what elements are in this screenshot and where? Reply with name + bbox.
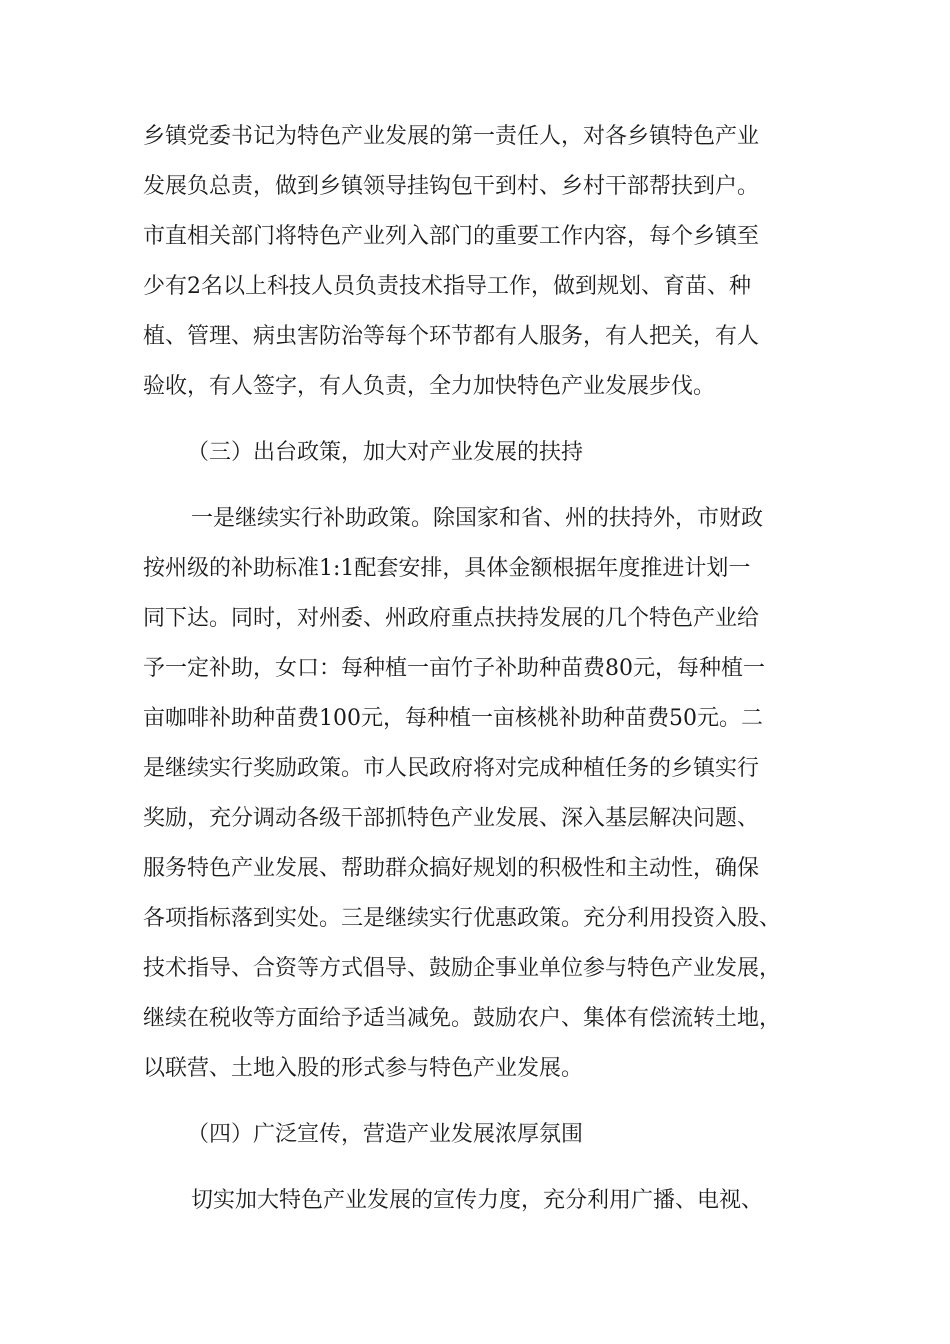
text-line: 是继续实行奖励政策。市人民政府将对完成种植任务的乡镇实行 xyxy=(143,756,760,781)
paragraph-gap xyxy=(143,1094,823,1110)
text-line: 乡镇党委书记为特色产业发展的第一责任人，对各乡镇特色产业 xyxy=(143,124,760,149)
text-line: 发展负总责，做到乡镇领导挂钩包干到村、乡村干部帮扶到户。 xyxy=(143,174,760,199)
text-line: 市直相关部门将特色产业列入部门的重要工作内容，每个乡镇至 xyxy=(143,224,760,249)
text-line: 以联营、土地入股的形式参与特色产业发展。 xyxy=(143,1056,584,1081)
text-line: 各项指标落到实处。三是继续实行优惠政策。充分利用投资入股、 xyxy=(143,906,782,931)
text-line: 植、管理、病虫害防治等每个环节都有人服务，有人把关，有人 xyxy=(143,324,760,349)
text-line: 同下达。同时，对州委、州政府重点扶持发展的几个特色产业给 xyxy=(143,606,760,631)
paragraph-gap xyxy=(143,412,823,428)
section-heading-publicity: （四）广泛宣传，营造产业发展浓厚氛围 xyxy=(187,1122,584,1147)
paragraph-gap xyxy=(143,1160,823,1176)
text-line: 切实加大特色产业发展的宣传力度，充分利用广播、电视、 xyxy=(191,1188,764,1213)
text-line: 按州级的补助标准1:1配套安排，具体金额根据年度推进计划一 xyxy=(143,556,751,581)
text-line: 奖励，充分调动各级干部抓特色产业发展、深入基层解决问题、 xyxy=(143,806,760,831)
paragraph-gap xyxy=(143,478,823,494)
section-heading-policy: （三）出台政策，加大对产业发展的扶持 xyxy=(187,440,584,465)
text-line: 技术指导、合资等方式倡导、鼓励企事业单位参与特色产业发展， xyxy=(143,956,782,981)
text-line: 一是继续实行补助政策。除国家和省、州的扶持外，市财政 xyxy=(191,506,764,531)
text-line: 验收，有人签字，有人负责，全力加快特色产业发展步伐。 xyxy=(143,374,716,399)
paragraph-publicity xyxy=(143,1176,823,1226)
text-line: 服务特色产业发展、帮助群众搞好规划的积极性和主动性，确保 xyxy=(143,856,760,881)
text-line: 予一定补助，女口：每种植一亩竹子补助种苗费80元，每种植一 xyxy=(143,656,765,681)
document-page xyxy=(143,112,823,1226)
text-line: 亩咖啡补助种苗费100元，每种植一亩核桃补助种苗费50元。二 xyxy=(143,706,763,731)
paragraph-responsibility xyxy=(143,112,823,412)
text-line: 继续在税收等方面给予适当减免。鼓励农户、集体有偿流转土地， xyxy=(143,1006,782,1031)
text-line: 少有2名以上科技人员负责技术指导工作，做到规划、育苗、种 xyxy=(143,274,751,299)
paragraph-policy xyxy=(143,494,823,1094)
